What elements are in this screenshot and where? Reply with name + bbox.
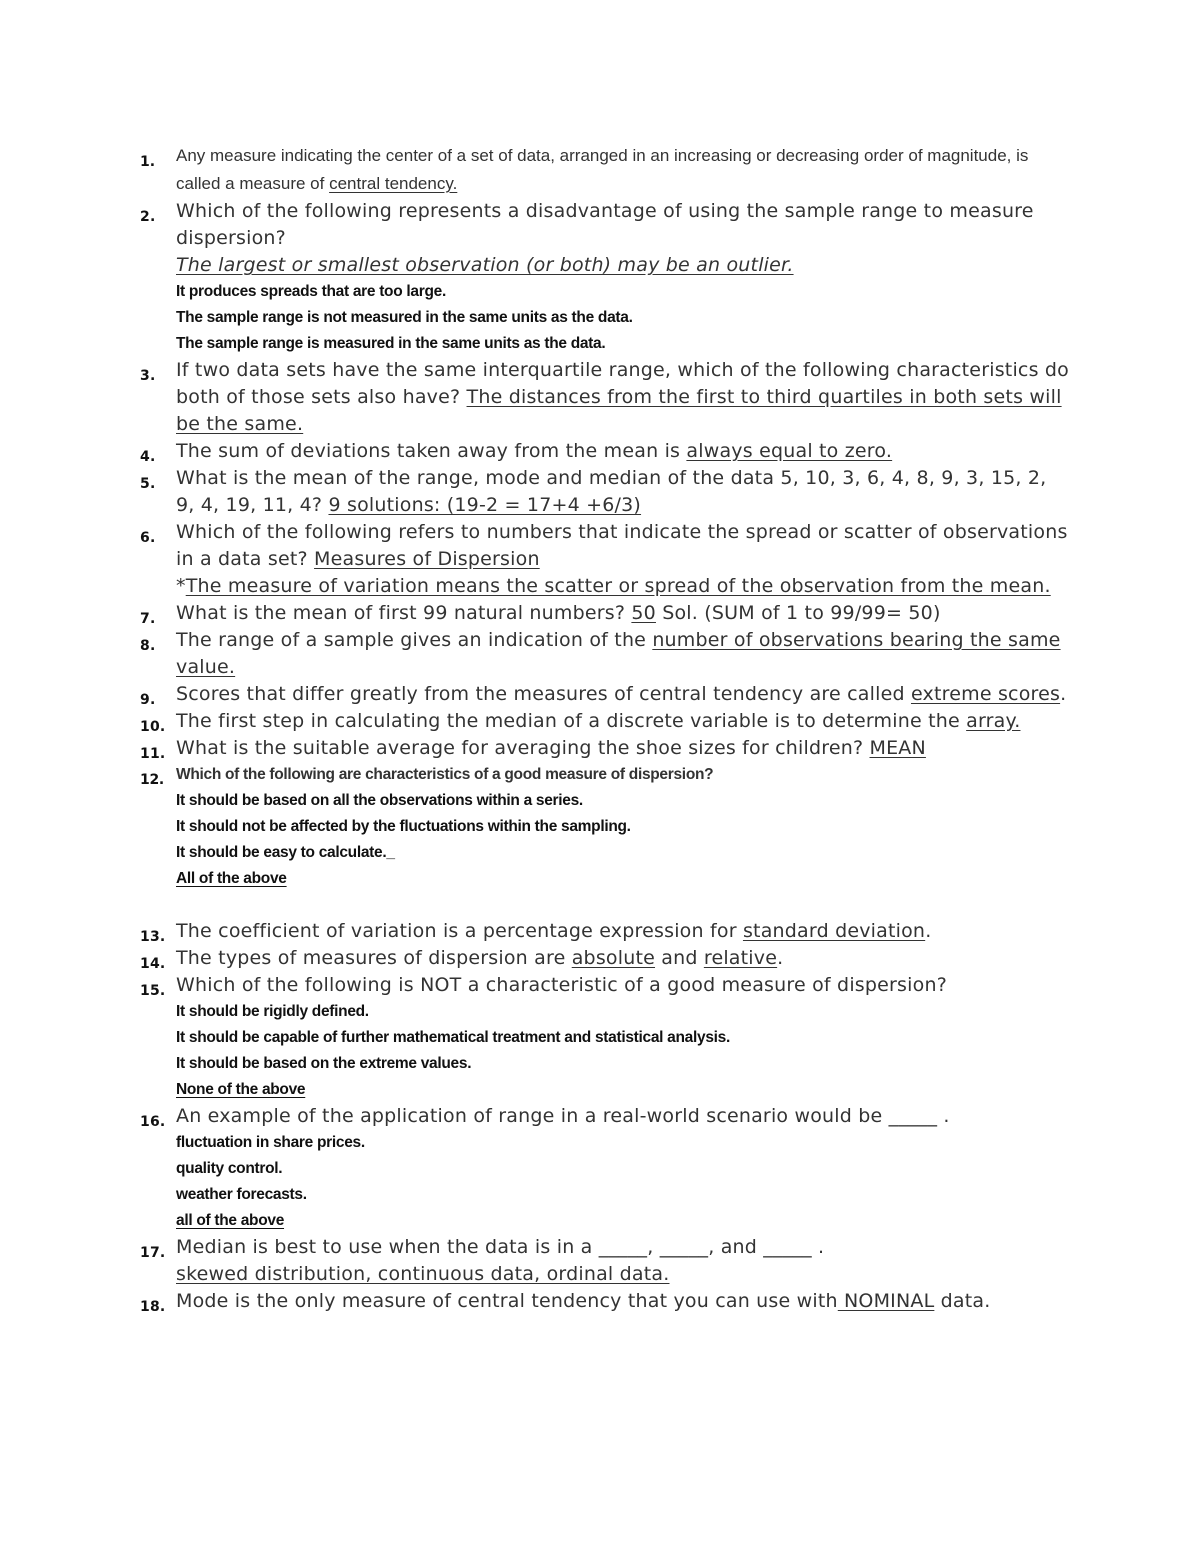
question-number: 11.	[140, 746, 166, 762]
question-number: 3.	[140, 368, 156, 384]
answer-text: number of observations bearing the same value.	[176, 629, 1061, 678]
question-number: 10.	[140, 719, 166, 735]
question-16	[140, 1103, 1070, 1234]
answer-text: 9 solutions: (19-2 = 17+4 +6/3)	[328, 494, 642, 516]
answer-text: Measures of Dispersion	[314, 548, 540, 570]
option: The sample range is not measured in the same units as the data.	[176, 309, 633, 326]
question-text: Any measure indicating the center of a set of data, arranged in an increasing or decreasing order of magnitude, is called a measure of	[176, 146, 1029, 193]
question-text: An example of the application of range in a real-world scenario would be _____ .	[176, 1105, 950, 1127]
question-4	[140, 438, 1070, 465]
answer-text: skewed distribution, continuous data, ordinal data.	[176, 1263, 670, 1285]
connector-text: and	[655, 947, 704, 969]
question-7	[140, 600, 1070, 627]
answer-text-2: relative	[703, 947, 778, 969]
question-text: The coefficient of variation is a percentage expression for	[176, 920, 743, 942]
question-number: 4.	[140, 449, 156, 465]
note-marker: *	[176, 575, 186, 597]
question-number: 17.	[140, 1245, 166, 1261]
question-text: What is the mean of the range, mode and median of the data 5, 10, 3, 6, 4, 8, 9, 3, 15, 2, 9, 4, 19, 11, 4?	[176, 467, 1047, 516]
question-3	[140, 357, 1070, 438]
question-number: 5.	[140, 476, 156, 492]
question-text: What is the mean of first 99 natural numbers?	[176, 602, 632, 624]
question-number: 14.	[140, 956, 166, 972]
question-text: Which of the following refers to numbers that indicate the spread or scatter of observations in a data set?	[176, 521, 1068, 570]
question-text: Which of the following is NOT a characteristic of a good measure of dispersion?	[176, 974, 947, 996]
question-15	[140, 972, 1070, 1103]
question-number: 18.	[140, 1299, 166, 1315]
answer-text: central tendency.	[329, 174, 458, 193]
answer-text: standard deviation	[742, 920, 926, 942]
answer-text: all of the above	[176, 1212, 285, 1229]
question-11	[140, 735, 1070, 762]
option: It should be based on the extreme values.	[176, 1055, 472, 1072]
question-text-end: data.	[934, 1290, 991, 1312]
question-number: 2.	[140, 209, 156, 225]
question-number: 13.	[140, 929, 166, 945]
answer-text: The largest or smallest observation (or both) may be an outlier.	[176, 254, 794, 276]
question-text: The types of measures of dispersion are	[176, 947, 572, 969]
question-13	[140, 918, 1070, 945]
option: weather forecasts.	[176, 1186, 307, 1203]
question-number: 12.	[140, 772, 164, 788]
question-number: 6.	[140, 530, 156, 546]
question-8	[140, 627, 1070, 681]
question-text: What is the suitable average for averaging the shoe sizes for children?	[176, 737, 870, 759]
question-10	[140, 708, 1070, 735]
option: It should be based on all the observations within a series.	[176, 792, 583, 809]
option: quality control.	[176, 1160, 283, 1177]
question-6	[140, 519, 1070, 600]
answer-text: extreme scores	[910, 683, 1061, 705]
spacer	[140, 892, 1070, 918]
option: fluctuation in share prices.	[176, 1134, 365, 1151]
option: It should be easy to calculate._	[176, 844, 395, 861]
note-text: The measure of variation means the scatter or spread of the observation from the mean.	[185, 575, 1051, 597]
solution-text: Sol. (SUM of 1 to 99/99= 50)	[655, 602, 941, 624]
punctuation: .	[925, 920, 932, 942]
question-number: 15.	[140, 983, 166, 999]
question-17	[140, 1234, 1070, 1288]
question-5	[140, 465, 1070, 519]
answer-text: array.	[966, 710, 1021, 732]
question-number: 1.	[140, 154, 156, 170]
option: It produces spreads that are too large.	[176, 283, 446, 300]
question-text: Scores that differ greatly from the measures of central tendency are called	[176, 683, 911, 705]
question-1	[140, 142, 1070, 198]
question-text: The range of a sample gives an indication of the	[176, 629, 653, 651]
question-text: The sum of deviations taken away from the mean is	[176, 440, 687, 462]
question-text: Mode is the only measure of central tendency that you can use with	[176, 1290, 838, 1312]
question-text: The first step in calculating the median of a discrete variable is to determine the	[176, 710, 967, 732]
answer-text: The distances from the first to third quartiles in both sets will be the same.	[176, 386, 1062, 435]
question-text: Which of the following are characteristics of a good measure of dispersion?	[176, 766, 714, 783]
option: The sample range is measured in the same units as the data.	[176, 335, 606, 352]
question-12	[140, 762, 1070, 892]
question-number: 7.	[140, 611, 156, 627]
answer-text: absolute	[571, 947, 656, 969]
punctuation: .	[777, 947, 784, 969]
answer-text: 50	[631, 602, 656, 624]
question-text: Median is best to use when the data is in a _____, _____, and _____ .	[176, 1236, 825, 1258]
question-text: Which of the following represents a disadvantage of using the sample range to measure dispersion?	[176, 200, 1034, 249]
option: It should not be affected by the fluctuations within the sampling.	[176, 818, 631, 835]
question-14	[140, 945, 1070, 972]
option: It should be capable of further mathematical treatment and statistical analysis.	[176, 1029, 730, 1046]
question-number: 9.	[140, 692, 156, 708]
answer-text: All of the above	[176, 870, 287, 887]
answer-text: NOMINAL	[837, 1290, 935, 1312]
question-number: 16.	[140, 1114, 166, 1130]
punctuation: .	[1060, 683, 1067, 705]
question-18	[140, 1288, 1070, 1315]
question-list	[140, 142, 1070, 1315]
question-9	[140, 681, 1070, 708]
answer-text: always equal to zero.	[686, 440, 893, 462]
answer-text: None of the above	[176, 1081, 306, 1098]
question-number: 8.	[140, 638, 156, 654]
answer-text: MEAN	[869, 737, 926, 759]
question-2	[140, 198, 1070, 357]
question-text: If two data sets have the same interquartile range, which of the following characteristics do both of those sets also have?	[176, 359, 1069, 408]
option: It should be rigidly defined.	[176, 1003, 369, 1020]
